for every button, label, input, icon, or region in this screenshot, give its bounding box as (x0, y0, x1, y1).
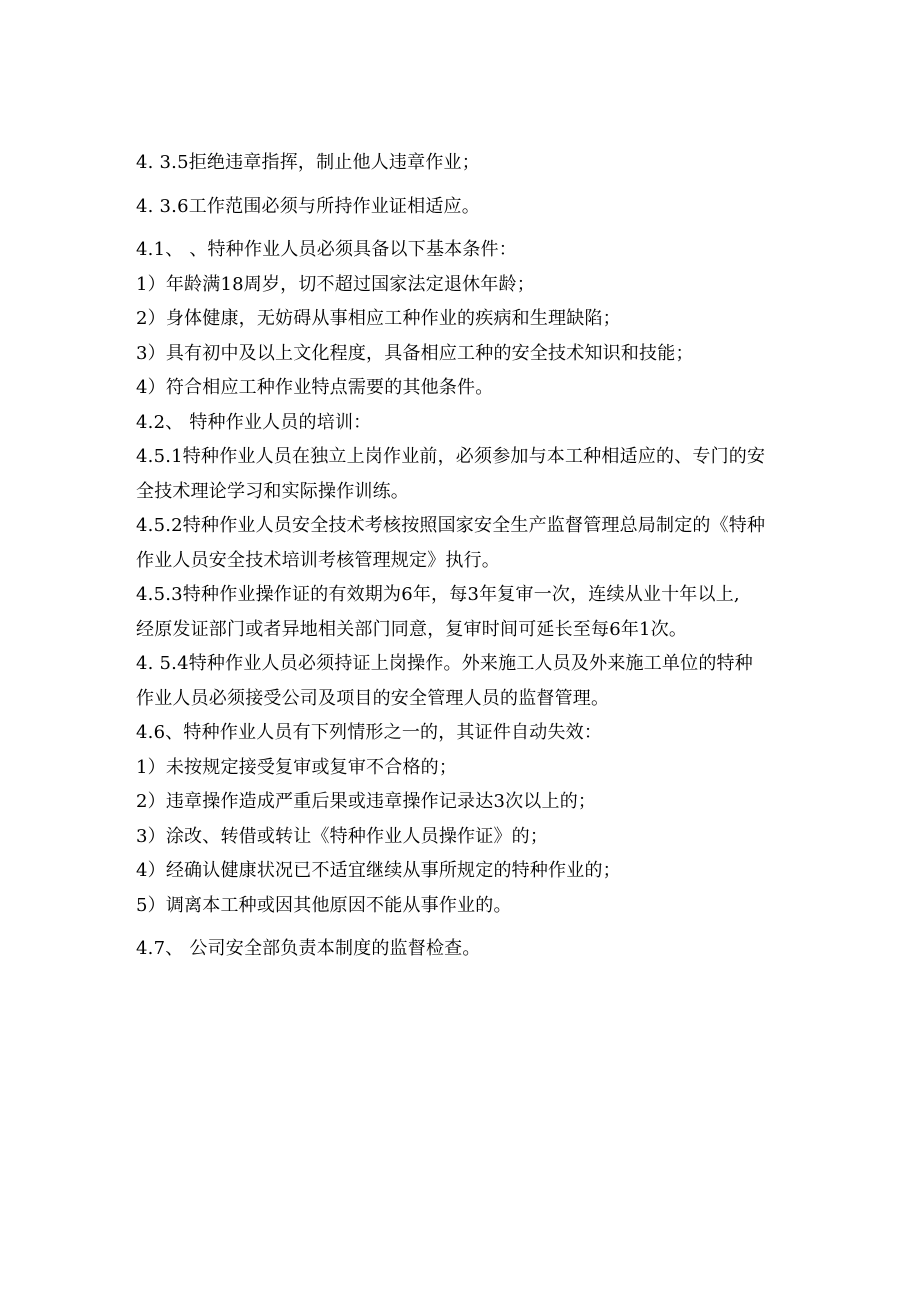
clause-4-5-1-line-2: 全技术理论学习和实际操作训练。 (136, 480, 409, 502)
invalid-item-3: 3）涂改、转借或转让《特种作业人员操作证》的； (136, 825, 549, 847)
condition-item-2: 2）身体健康，无妨碍从事相应工种作业的疾病和生理缺陷； (136, 308, 621, 329)
invalid-item-5: 5）调离本工种或因其他原因不能从事作业的。 (136, 894, 512, 916)
clause-4-3-6: 4. 3.6工作范围必须与所持作业证相适应。 (136, 195, 480, 217)
clause-4-5-4-line-2: 作业人员必须接受公司及项目的安全管理人员的监督管理。 (136, 687, 610, 709)
clause-4-5-3-line-2: 经原发证部门或者异地相关部门同意，复审时间可延长至每6年1次。 (136, 618, 688, 640)
condition-item-4: 4）符合相应工种作业特点需要的其他条件。 (136, 377, 494, 398)
condition-item-3: 3）具有初中及以上文化程度，具备相应工种的安全技术知识和技能； (136, 342, 694, 364)
invalid-item-1: 1）未按规定接受复审或复审不合格的； (136, 756, 458, 778)
clause-4-5-2-line-2: 作业人员安全技术培训考核管理规定》执行。 (136, 549, 500, 571)
clause-4-6-heading: 4.6、特种作业人员有下列情形之一的，其证件自动失效： (136, 722, 603, 743)
clause-4-5-1-line-1: 4.5.1特种作业人员在独立上岗作业前，必须参加与本工种相适应的、专门的安 (136, 446, 766, 467)
clause-4-3-5: 4. 3.5拒绝违章指挥，制止他人违章作业； (136, 152, 480, 173)
condition-item-1: 1）年龄满18周岁，切不超过国家法定退休年龄； (136, 273, 535, 295)
clause-4-5-4-line-1: 4. 5.4特种作业人员必须持证上岗操作。外来施工人员及外来施工单位的特种 (136, 653, 753, 674)
clause-4-5-3-line-1: 4.5.3特种作业操作证的有效期为6年，每3年复审一次，连续从业十年以上, (136, 584, 740, 605)
clause-4-7: 4.7、 公司安全部负责本制度的监督检查。 (136, 938, 481, 959)
invalid-item-2: 2）违章操作造成严重后果或违章操作记录达3次以上的； (136, 791, 597, 812)
clause-4-2-heading: 4.2、 特种作业人员的培训： (136, 411, 372, 433)
clause-4-5-2-line-1: 4.5.2特种作业人员安全技术考核按照国家安全生产监督管理总局制定的《特种 (136, 515, 766, 536)
invalid-item-4: 4）经确认健康状况已不适宜继续从事所规定的特种作业的； (136, 860, 621, 881)
clause-4-1-heading: 4.1、 、特种作业人员必须具备以下基本条件： (136, 239, 517, 260)
document-body (136, 146, 796, 967)
